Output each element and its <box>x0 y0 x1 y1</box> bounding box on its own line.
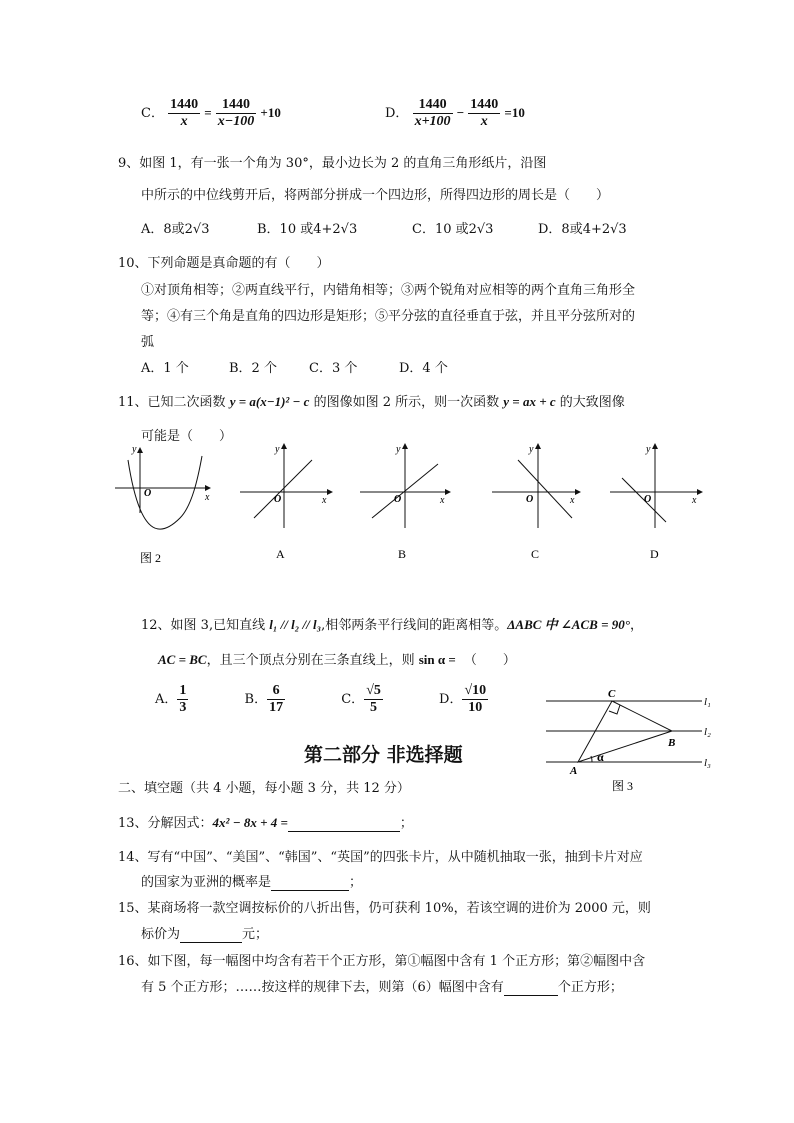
axis-y-label: y <box>529 444 534 455</box>
q10-line-2: ①对顶角相等；②两直线平行，内错角相等；③两个锐角对应相等的两个直角三角形全 <box>141 283 636 298</box>
q11-text-mid: 的图像如图 2 所示，则一次函数 <box>309 395 504 410</box>
graph-b <box>360 444 450 528</box>
graph-a <box>240 444 332 528</box>
q9-line-1: 9、如图 1，有一张一个角为 30°，最小边长为 2 的直角三角形纸片，沿图 <box>118 156 547 171</box>
graph-d <box>610 444 702 528</box>
q10-option-c: C．3 个 <box>309 361 358 376</box>
option-label: C． <box>341 692 365 707</box>
q14-tail: ； <box>349 875 363 890</box>
denominator: x <box>480 114 488 129</box>
line-l1-label: l₁ <box>704 696 711 708</box>
numerator: 1440 <box>170 97 199 112</box>
q16-line-1: 16、如下图，每一幅图中均含有若干个正方形，第①幅图中含有 1 个正方形；第②幅图中含 <box>118 954 646 969</box>
q12-option-a <box>155 683 188 715</box>
q14-answer-blank[interactable] <box>271 875 349 891</box>
q10-line-1: 10、下列命题是真命题的有（ ） <box>118 256 330 271</box>
denominator: 5 <box>370 700 378 715</box>
equals-sign: = <box>204 105 212 120</box>
vertex-b-label: B <box>668 737 676 749</box>
q11-quadratic-formula: y = a(x−1)² − c <box>229 394 310 409</box>
q8-option-c <box>141 97 281 130</box>
origin-label: O <box>526 494 534 505</box>
numerator: 1440 <box>413 97 453 114</box>
q10-option-d: D．4 个 <box>399 361 448 376</box>
option-label: C． <box>141 106 164 121</box>
q10-option-a: A．1 个 <box>141 361 189 376</box>
q11-text-pre: 11、已知二次函数 <box>118 395 230 410</box>
fraction <box>216 97 256 130</box>
vertex-a-label: A <box>570 765 578 777</box>
axis-x-label: x <box>322 495 327 506</box>
q11-line-2: 可能是（ ） <box>141 429 233 444</box>
numerator: √5 <box>366 683 381 698</box>
q11-line-1 <box>118 391 625 410</box>
minus-sign: − <box>456 105 465 120</box>
q15-line-2 <box>141 923 268 943</box>
graph-b-label: B <box>398 547 407 561</box>
q12-triangle-formula: ΔABC 中 ∠ACB = 90° <box>507 617 630 632</box>
q16-tail: 个正方形； <box>557 980 623 995</box>
q12-options <box>155 683 488 716</box>
q13-text: 13、分解因式： <box>118 816 213 831</box>
q14-line-2 <box>141 871 362 891</box>
q11-linear-formula: y = ax + c <box>503 394 556 409</box>
figure-3-diagram <box>540 686 720 796</box>
q12-option-c <box>341 683 383 715</box>
q14-text: 的国家为亚洲的概率是 <box>141 875 272 890</box>
q9-option-b: B．10 或4+2√3 <box>257 222 358 237</box>
graph-a-label: A <box>276 547 285 561</box>
q12-text: ，且三个顶点分别在三条直线上，则 <box>206 653 419 668</box>
q16-line-2 <box>141 976 623 996</box>
axis-x-label: x <box>205 492 210 503</box>
vertex-c-label: C <box>608 688 616 700</box>
fraction <box>413 97 453 130</box>
fraction <box>177 683 188 716</box>
q13-tail: ； <box>399 816 413 831</box>
graph-c <box>492 444 580 528</box>
axis-x-label: x <box>692 495 697 506</box>
expression-tail: +10 <box>260 105 281 120</box>
denominator: 3 <box>179 700 187 715</box>
fraction <box>462 683 488 716</box>
q10-line-3: 等；④有三个角是直角的四边形是矩形；⑤平分弦的直径垂直于弦，并且平分弦所对的 <box>141 309 636 324</box>
q9-option-c: C．10 或2√3 <box>412 222 494 237</box>
q9-line-2: 中所示的中位线剪开后，将两部分拼成一个四边形，所得四边形的周长是（ ） <box>141 188 610 203</box>
q15-text: 标价为 <box>141 927 181 942</box>
q10-line-4: 弧 <box>141 335 155 350</box>
section-2-heading: 二、填空题（共 4 小题，每小题 3 分，共 12 分） <box>118 781 410 796</box>
figure-3-caption: 图 3 <box>612 779 634 793</box>
figure-2-parabola-graph <box>115 448 210 529</box>
q10-option-b: B．2 个 <box>229 361 277 376</box>
q12-option-b <box>244 683 286 715</box>
origin-label: O <box>644 494 652 505</box>
q12-line-1 <box>141 614 643 633</box>
line-l2-label: l₂ <box>704 726 711 738</box>
fraction <box>364 683 383 716</box>
axis-y-label: y <box>132 444 137 455</box>
q16-text: 有 5 个正方形；……按这样的规律下去，则第（6）幅图中含有 <box>141 980 504 995</box>
q11-graphs <box>110 438 720 573</box>
q11-text-post: 的大致图像 <box>555 395 625 410</box>
q15-line-1: 15、某商场将一款空调按标价的八折出售，仍可获利 10%，若该空调的进价为 2000 元，则 <box>118 901 651 916</box>
q16-answer-blank[interactable] <box>504 980 558 996</box>
q12-option-d <box>439 683 488 715</box>
fraction <box>267 683 285 716</box>
q15-answer-blank[interactable] <box>180 927 242 943</box>
axis-x-label: x <box>570 495 575 506</box>
q15-tail: 元； <box>242 927 269 942</box>
graph-c-label: C <box>531 547 540 561</box>
numerator: √10 <box>464 683 487 698</box>
numerator: 6 <box>267 683 285 700</box>
graph-d-label: D <box>650 547 659 561</box>
denominator: x <box>180 114 188 129</box>
q12-text-mid: ,相邻两条平行线间的距离相等。 <box>321 618 508 633</box>
q13-formula: 4x² − 8x + 4 = <box>212 815 288 830</box>
q12-answer-paren: （ ） <box>463 653 516 668</box>
fraction <box>468 97 500 130</box>
numerator: 1 <box>179 683 187 698</box>
q12-lines-formula: l₁ // l₂ // l₃ <box>269 617 322 632</box>
option-label: A． <box>155 692 178 707</box>
q12-text-post: ， <box>629 618 643 633</box>
figure-2-caption: 图 2 <box>140 551 162 565</box>
denominator: 10 <box>468 700 483 715</box>
q8-option-d <box>385 97 525 130</box>
q13-answer-blank[interactable] <box>288 816 400 832</box>
angle-alpha-label: α <box>597 750 604 764</box>
q12-equal-sides-formula: AC = BC <box>158 652 207 667</box>
option-label: D． <box>439 692 463 707</box>
numerator: 1440 <box>216 97 256 114</box>
q12-sin-formula: sin α = <box>418 652 456 667</box>
q14-line-1: 14、写有“中国”、“美国”、“韩国”、“英国”的四张卡片，从中随机抽取一张，抽到卡片对应 <box>118 850 643 865</box>
fraction <box>168 97 200 130</box>
q12-line-2 <box>158 649 516 668</box>
expression-tail: =10 <box>504 105 525 120</box>
part-2-title: 第二部分 非选择题 <box>304 744 463 766</box>
option-label: B． <box>244 692 268 707</box>
axis-y-label: y <box>396 444 401 455</box>
numerator: 1440 <box>470 97 499 112</box>
option-label: D． <box>385 106 409 121</box>
denominator: 17 <box>269 700 284 715</box>
q9-option-d: D．8或4+2√3 <box>538 222 627 237</box>
denominator: x−100 <box>217 114 255 129</box>
denominator: x+100 <box>414 114 451 129</box>
q13-line <box>118 812 413 832</box>
q9-option-a: A．8或2√3 <box>141 222 210 237</box>
origin-label: O <box>394 494 402 505</box>
axis-y-label: y <box>646 444 651 455</box>
axis-y-label: y <box>275 444 280 455</box>
axis-x-label: x <box>440 495 445 506</box>
line-l3-label: l₃ <box>704 757 711 769</box>
origin-label: O <box>274 494 282 505</box>
q12-text-pre: 12、如图 3,已知直线 <box>141 618 270 633</box>
origin-label: O <box>144 488 152 499</box>
